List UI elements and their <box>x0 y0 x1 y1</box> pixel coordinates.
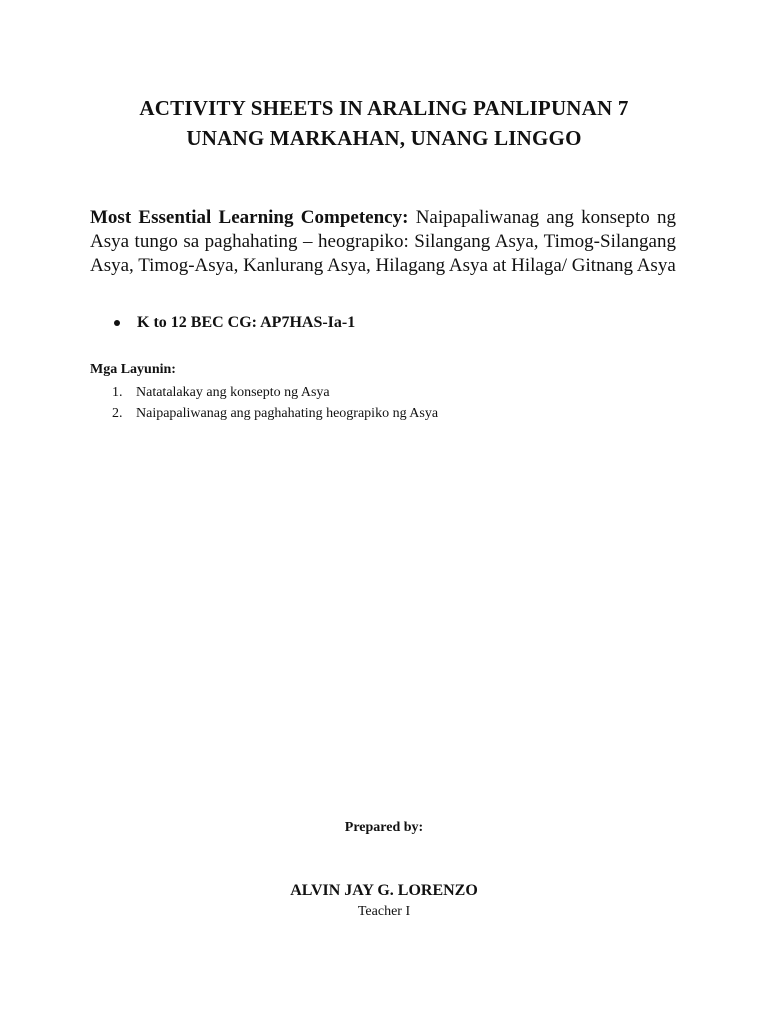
competency-label: Most Essential Learning Competency: <box>90 207 409 228</box>
objective-text: Natatalakay ang konsepto ng Asya <box>136 385 330 400</box>
objective-number: 2. <box>112 406 123 421</box>
bullet-icon <box>114 320 120 326</box>
preparer-name: ALVIN JAY G. LORENZO <box>290 882 478 899</box>
objective-item <box>112 403 438 424</box>
document-title-line-1: ACTIVITY SHEETS IN ARALING PANLIPUNAN 7 <box>139 96 629 120</box>
objectives-heading: Mga Layunin: <box>90 362 176 377</box>
document-title-line-2: UNANG MARKAHAN, UNANG LINGGO <box>186 126 582 150</box>
objective-text: Naipapaliwanag ang paghahating heograpiko ng Asya <box>136 406 439 421</box>
competency-text: Naipapaliwanag ang konsepto ng Asya tungo sa paghahating – heograpiko: Silangang Asya, Timog-Silangang Asya, Timog-Asya, Kanlurang Asya, Hilagang Asya at Hilaga/ Gitnang Asya <box>90 207 677 276</box>
prepared-by-label: Prepared by: <box>344 820 424 835</box>
curriculum-code-item <box>110 314 355 332</box>
objective-item <box>112 382 438 403</box>
objective-number: 1. <box>112 385 123 400</box>
competency-paragraph <box>90 206 676 278</box>
curriculum-code: K to 12 BEC CG: AP7HAS-Ia-1 <box>137 314 356 331</box>
objectives-list <box>112 382 438 424</box>
preparer-role: Teacher I <box>357 904 411 919</box>
